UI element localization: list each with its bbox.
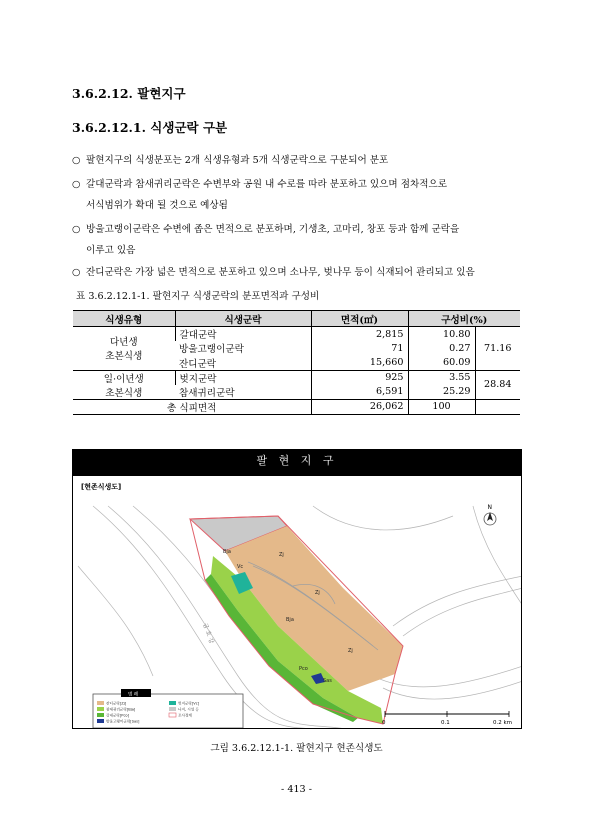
area-cell: 15,660	[311, 356, 408, 371]
bullet-item: ○ 방울고랭이군락은 수변에 좁은 면적으로 분포하며, 기생초, 고마리, 창포 등과 함께 군락을 이루고 있음	[72, 224, 460, 256]
legend-label: 갈대군락[Pco]	[106, 713, 130, 718]
legend-label: 벚지군락[Vc]	[178, 701, 200, 706]
type-cell: 일·이년생 초본식생	[73, 370, 175, 399]
svg-text:0.2 km: 0.2 km	[493, 720, 513, 726]
svg-text:범 례: 범 례	[128, 692, 139, 698]
vegetation-map	[72, 449, 522, 729]
legend-label: 조사경계	[178, 713, 192, 718]
zone-label: Sas	[323, 678, 332, 684]
ratio-cell: 25.29	[408, 385, 475, 400]
legend-label: 방울고랭이군락[Sas]	[106, 719, 140, 724]
ratio-cell: 10.80	[408, 327, 475, 342]
type-cell: 다년생 초본식생	[73, 327, 175, 371]
col-header-area: 면적(㎡)	[311, 311, 408, 327]
community-cell: 잔디군락	[175, 356, 311, 371]
community-cell: 갈대군락	[175, 327, 311, 342]
bullet-item: ○ 갈대군락과 참새귀리군락은 수변부와 공원 내 수로를 따라 분포하고 있으며 점차적으로 서식범위가 확대 될 것으로 예상됨	[72, 179, 448, 211]
bullet-item: ○ 잔디군락은 가장 넓은 면적으로 분포하고 있으며 소나무, 벚나무 등이 식재되어 관리되고 있음	[72, 267, 475, 278]
ratio-cell: 3.55	[408, 370, 475, 385]
legend-label: 잔디군락[Zj]	[106, 701, 127, 706]
scale-bar	[382, 711, 512, 726]
table-header-row	[73, 311, 520, 327]
north-arrow-icon	[484, 504, 496, 525]
subtotal-cell: 71.16	[475, 327, 520, 371]
col-header-ratio: 구성비(%)	[408, 311, 520, 327]
bullet-item: ○ 팔현지구의 식생분포는 2개 식생유형과 5개 식생군락으로 구분되어 분포	[72, 155, 389, 166]
map-header: 팔 현 지 구	[73, 450, 521, 476]
river-label: 금 호 강	[201, 622, 215, 645]
zone-label: Bja	[223, 549, 231, 555]
total-label: 총 식피면적	[73, 399, 311, 414]
map-drawing	[73, 476, 522, 729]
table-total-row	[73, 399, 520, 414]
table-caption: 표 3.6.2.12.1-1. 팔현지구 식생군락의 분포면적과 구성비	[76, 291, 320, 302]
legend-label: 나지, 시설 등	[178, 707, 199, 712]
zone-label: Zj	[279, 552, 284, 558]
svg-text:0: 0	[382, 720, 386, 726]
zone-label: Pco	[299, 666, 308, 672]
area-cell: 2,815	[311, 327, 408, 342]
page-number: - 413 -	[281, 784, 312, 795]
community-cell: 방울고랭이군락	[179, 344, 244, 356]
ratio-cell: 0.27	[408, 341, 475, 356]
legend-label: 참새귀리군락[Bja]	[106, 707, 136, 712]
col-header-type: 식생유형	[73, 311, 175, 327]
figure-caption: 그림 3.6.2.12.1-1. 팔현지구 현존식생도	[210, 743, 383, 754]
zone-label: Vc	[237, 564, 244, 570]
area-cell: 71	[311, 341, 408, 356]
community-cell: 참새귀리군락	[175, 385, 311, 400]
svg-text:0.1: 0.1	[441, 720, 450, 726]
table-row	[73, 327, 520, 342]
area-cell: 6,591	[311, 385, 408, 400]
zone-label: Bja	[286, 617, 294, 623]
svg-text:N: N	[487, 504, 492, 511]
ratio-cell: 60.09	[408, 356, 475, 371]
section-title: 3.6.2.12. 팔현지구	[72, 86, 186, 101]
total-area: 26,062	[311, 399, 408, 414]
vegetation-table	[73, 310, 520, 415]
map-subtitle: [현존식생도]	[81, 483, 122, 491]
zone-label: Zj	[348, 648, 353, 654]
community-cell: 벚지군락	[175, 370, 311, 385]
total-ratio: 100	[408, 399, 475, 414]
map-legend	[93, 689, 243, 728]
table-row	[73, 370, 520, 385]
col-header-community: 식생군락	[175, 311, 311, 327]
subsection-title: 3.6.2.12.1. 식생군락 구분	[72, 120, 228, 135]
area-cell: 925	[311, 370, 408, 385]
zone-label: Zj	[315, 590, 320, 596]
subtotal-cell: 28.84	[475, 370, 520, 399]
